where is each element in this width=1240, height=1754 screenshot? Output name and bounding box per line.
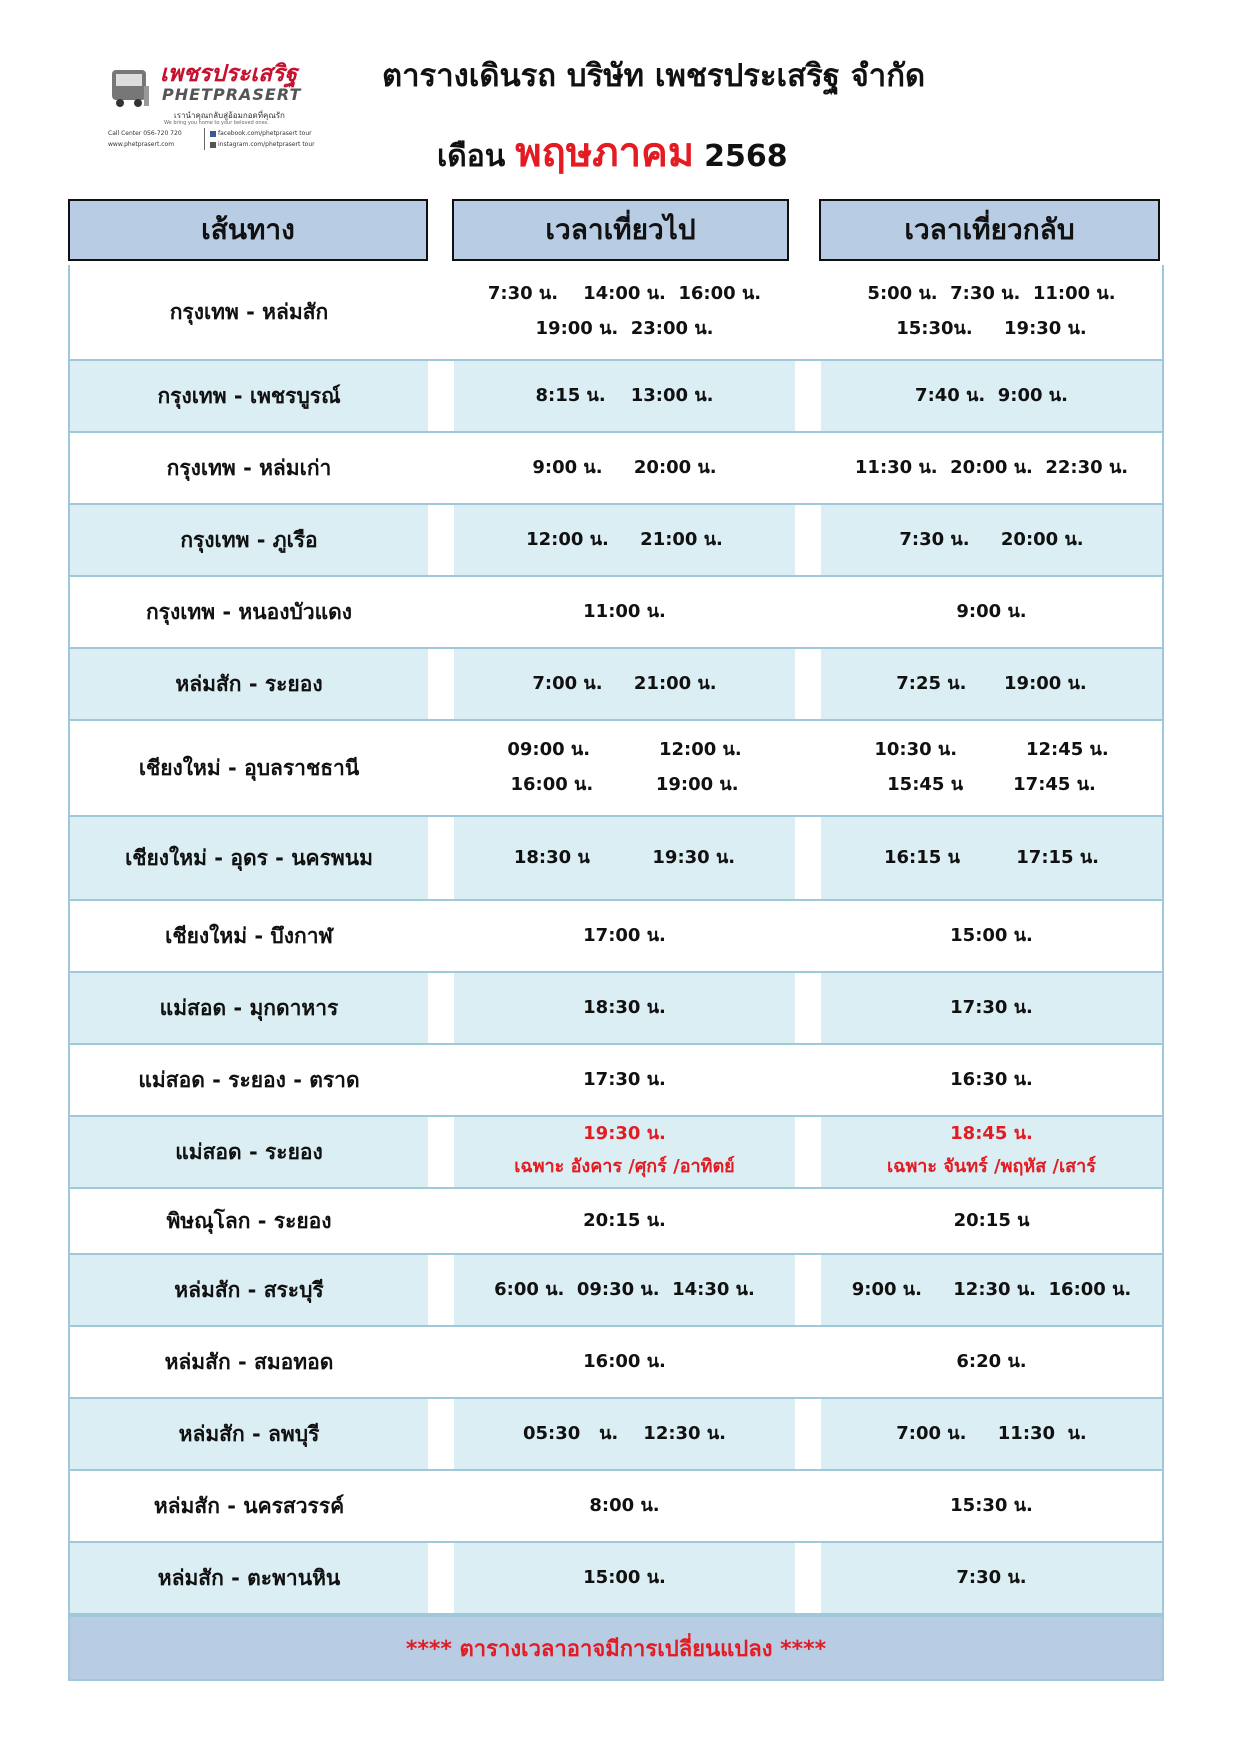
- page-title: ตารางเดินรถ บริษัท เพชรประเสริฐ จำกัด: [382, 58, 926, 94]
- return-cell: [821, 577, 1162, 647]
- outbound-times: 11:00 น.: [583, 600, 666, 622]
- route-name: หล่มสัก - สระบุรี: [174, 1277, 324, 1302]
- table-row: [68, 1543, 1164, 1615]
- schedule-change-notice: **** ตารางเวลาอาจมีการเปลี่ยนแปลง ****: [68, 1615, 1164, 1681]
- route-name: กรุงเทพ - เพชรบูรณ์: [157, 383, 341, 408]
- table-row: [68, 577, 1164, 649]
- route-cell: [70, 505, 428, 575]
- route-name: เชียงใหม่ - อุดร - นครพนม: [125, 845, 373, 870]
- route-cell: [70, 817, 428, 899]
- year: 2568: [704, 139, 788, 174]
- return-cell: [821, 1327, 1162, 1397]
- table-row: [68, 901, 1164, 973]
- logo-tagline: เรานำคุณกลับสู่อ้อมกอดที่คุณรัก: [174, 111, 285, 120]
- route-name: พิษณุโลก - ระยอง: [166, 1208, 332, 1233]
- outbound-cell: [454, 649, 795, 719]
- route-name: หล่มสัก - ระยอง: [175, 671, 323, 696]
- route-name: กรุงเทพ - หล่มสัก: [169, 299, 329, 324]
- return-times: 15:45 น 17:45 น.: [887, 774, 1096, 795]
- return-day-note: เฉพาะ จันทร์ /พฤหัส /เสาร์: [887, 1155, 1096, 1177]
- outbound-times: 18:30 น.: [583, 996, 666, 1018]
- return-times: 15:00 น.: [950, 924, 1033, 946]
- route-cell: [70, 265, 428, 359]
- table-row: [68, 1045, 1164, 1117]
- table-row: [68, 265, 1164, 361]
- outbound-times: 12:00 น. 21:00 น.: [526, 528, 723, 550]
- return-times: 10:30 น. 12:45 น.: [874, 739, 1109, 761]
- outbound-cell: [454, 1189, 795, 1253]
- return-cell: [821, 973, 1162, 1043]
- outbound-cell: [454, 577, 795, 647]
- table-row: [68, 721, 1164, 817]
- return-times: 7:30 น.: [956, 1566, 1027, 1588]
- outbound-times: 8:00 น.: [589, 1494, 660, 1516]
- schedule-table: [68, 199, 1164, 1681]
- outbound-cell: [454, 901, 795, 971]
- table-row: [68, 1471, 1164, 1543]
- outbound-times: 7:00 น. 21:00 น.: [532, 672, 717, 694]
- return-times: 20:15 น: [953, 1209, 1030, 1231]
- route-cell: [70, 577, 428, 647]
- return-times: 16:30 น.: [950, 1068, 1033, 1090]
- return-times: 16:15 น 17:15 น.: [884, 846, 1099, 868]
- outbound-times: 19:00 น. 23:00 น.: [535, 318, 714, 339]
- return-cell: [821, 505, 1162, 575]
- route-name: หล่มสัก - สมอทอด: [164, 1349, 334, 1374]
- return-cell: [821, 817, 1162, 899]
- return-times: 11:30 น. 20:00 น. 22:30 น.: [854, 456, 1129, 478]
- route-name: กรุงเทพ - หล่มเก่า: [166, 455, 332, 480]
- table-row: [68, 1255, 1164, 1327]
- return-times: 9:00 น. 12:30 น. 16:00 น.: [851, 1278, 1132, 1300]
- return-times: 7:40 น. 9:00 น.: [915, 384, 1068, 406]
- route-cell: [70, 1117, 428, 1187]
- route-cell: [70, 433, 428, 503]
- return-cell: [821, 1117, 1162, 1187]
- logo-facebook: facebook.com/phetprasert tour: [210, 130, 312, 137]
- outbound-day-note: เฉพาะ อังคาร /ศุกร์ /อาทิตย์: [514, 1155, 735, 1177]
- outbound-times: 16:00 น. 19:00 น.: [510, 774, 739, 795]
- outbound-times: 7:30 น. 14:00 น. 16:00 น.: [487, 283, 762, 305]
- outbound-cell: [454, 1045, 795, 1115]
- return-times: 7:30 น. 20:00 น.: [899, 528, 1084, 550]
- return-cell: [821, 1399, 1162, 1469]
- facebook-icon: [210, 131, 216, 137]
- logo-divider: [204, 128, 205, 150]
- outbound-times: 9:00 น. 20:00 น.: [532, 456, 717, 478]
- outbound-cell: [454, 361, 795, 431]
- outbound-times: 09:00 น. 12:00 น.: [507, 739, 742, 761]
- route-name: แม่สอด - มุกดาหาร: [159, 995, 339, 1020]
- month-name: พฤษภาคม: [515, 130, 695, 176]
- return-cell: [821, 721, 1162, 815]
- outbound-cell: [454, 1543, 795, 1613]
- route-name: หล่มสัก - ตะพานหิน: [157, 1565, 341, 1590]
- table-row: [68, 973, 1164, 1045]
- route-cell: [70, 1471, 428, 1541]
- route-cell: [70, 1399, 428, 1469]
- route-name: กรุงเทพ - หนองบัวแดง: [145, 599, 353, 624]
- outbound-cell: [454, 505, 795, 575]
- route-name: แม่สอด - ระยอง: [175, 1139, 323, 1164]
- logo-subtagline: We bring you home to your beloved ones.: [164, 120, 269, 126]
- column-header-route: เส้นทาง: [68, 199, 428, 261]
- logo-brand-english: PHETPRASERT: [162, 85, 302, 104]
- return-cell: [821, 361, 1162, 431]
- table-row: [68, 1399, 1164, 1471]
- return-cell: [821, 265, 1162, 359]
- route-name: หล่มสัก - ลพบุรี: [178, 1421, 320, 1446]
- outbound-times: 6:00 น. 09:30 น. 14:30 น.: [494, 1278, 755, 1300]
- route-name: หล่มสัก - นครสวรรค์: [153, 1493, 345, 1518]
- return-cell: [821, 1045, 1162, 1115]
- return-cell: [821, 1543, 1162, 1613]
- return-times: 17:30 น.: [950, 996, 1033, 1018]
- outbound-cell: [454, 1399, 795, 1469]
- table-row: [68, 1117, 1164, 1189]
- route-cell: [70, 649, 428, 719]
- route-cell: [70, 721, 428, 815]
- return-times: 6:20 น.: [956, 1350, 1027, 1372]
- route-cell: [70, 973, 428, 1043]
- instagram-icon: [210, 142, 216, 148]
- bus-icon: [110, 66, 150, 110]
- route-name: กรุงเทพ - ภูเรือ: [180, 527, 318, 552]
- outbound-times: 17:30 น.: [583, 1068, 666, 1090]
- route-cell: [70, 901, 428, 971]
- table-row: [68, 361, 1164, 433]
- route-cell: [70, 1327, 428, 1397]
- outbound-times: 16:00 น.: [583, 1350, 666, 1372]
- table-header: [68, 199, 1164, 265]
- logo-call-center: Call Center 056-720 720: [108, 130, 182, 137]
- outbound-times: 18:30 น 19:30 น.: [513, 846, 736, 868]
- route-name: เชียงใหม่ - อุบลราชธานี: [138, 755, 360, 780]
- route-cell: [70, 1189, 428, 1253]
- route-name: เชียงใหม่ - บึงกาฬ: [165, 923, 333, 948]
- return-cell: [821, 1255, 1162, 1325]
- outbound-times: 17:00 น.: [583, 924, 666, 946]
- table-body: [68, 265, 1164, 1615]
- outbound-cell: [454, 973, 795, 1043]
- route-cell: [70, 1255, 428, 1325]
- column-header-return: เวลาเที่ยวกลับ: [819, 199, 1160, 261]
- outbound-cell: [454, 265, 795, 359]
- column-header-outbound: เวลาเที่ยวไป: [452, 199, 789, 261]
- outbound-cell: [454, 1327, 795, 1397]
- return-times: 9:00 น.: [956, 600, 1027, 622]
- route-name: แม่สอด - ระยอง - ตราด: [138, 1067, 360, 1092]
- table-row: [68, 817, 1164, 901]
- table-row: [68, 1327, 1164, 1399]
- logo-instagram: instagram.com/phetprasert tour: [210, 141, 315, 148]
- outbound-times: 20:15 น.: [583, 1209, 666, 1231]
- outbound-cell: [454, 1471, 795, 1541]
- route-cell: [70, 1543, 428, 1613]
- return-times: 15:30 น.: [950, 1494, 1033, 1516]
- company-logo: [108, 54, 338, 162]
- outbound-times: 19:30 น.: [583, 1123, 666, 1145]
- return-times: 15:30น. 19:30 น.: [896, 318, 1087, 339]
- table-row: [68, 433, 1164, 505]
- outbound-cell: [454, 817, 795, 899]
- return-cell: [821, 1189, 1162, 1253]
- month-prefix: เดือน: [437, 139, 506, 174]
- return-times: 7:00 น. 11:30 น.: [896, 1422, 1087, 1444]
- route-cell: [70, 1045, 428, 1115]
- return-cell: [821, 901, 1162, 971]
- logo-website: www.phetprasert.com: [108, 141, 175, 148]
- return-times: 18:45 น.: [950, 1123, 1033, 1145]
- outbound-times: 8:15 น. 13:00 น.: [535, 384, 714, 406]
- outbound-times: 05:30 น. 12:30 น.: [522, 1422, 726, 1444]
- outbound-cell: [454, 1117, 795, 1187]
- outbound-cell: [454, 721, 795, 815]
- logo-brand-thai: เพชรประเสริฐ: [160, 61, 298, 87]
- route-cell: [70, 361, 428, 431]
- return-cell: [821, 1471, 1162, 1541]
- month-heading: [437, 120, 788, 184]
- return-times: 7:25 น. 19:00 น.: [896, 672, 1087, 694]
- return-cell: [821, 433, 1162, 503]
- return-times: 5:00 น. 7:30 น. 11:00 น.: [867, 283, 1116, 305]
- return-cell: [821, 649, 1162, 719]
- outbound-times: 15:00 น.: [583, 1566, 666, 1588]
- outbound-cell: [454, 1255, 795, 1325]
- table-row: [68, 649, 1164, 721]
- table-row: [68, 505, 1164, 577]
- table-row: [68, 1189, 1164, 1255]
- outbound-cell: [454, 433, 795, 503]
